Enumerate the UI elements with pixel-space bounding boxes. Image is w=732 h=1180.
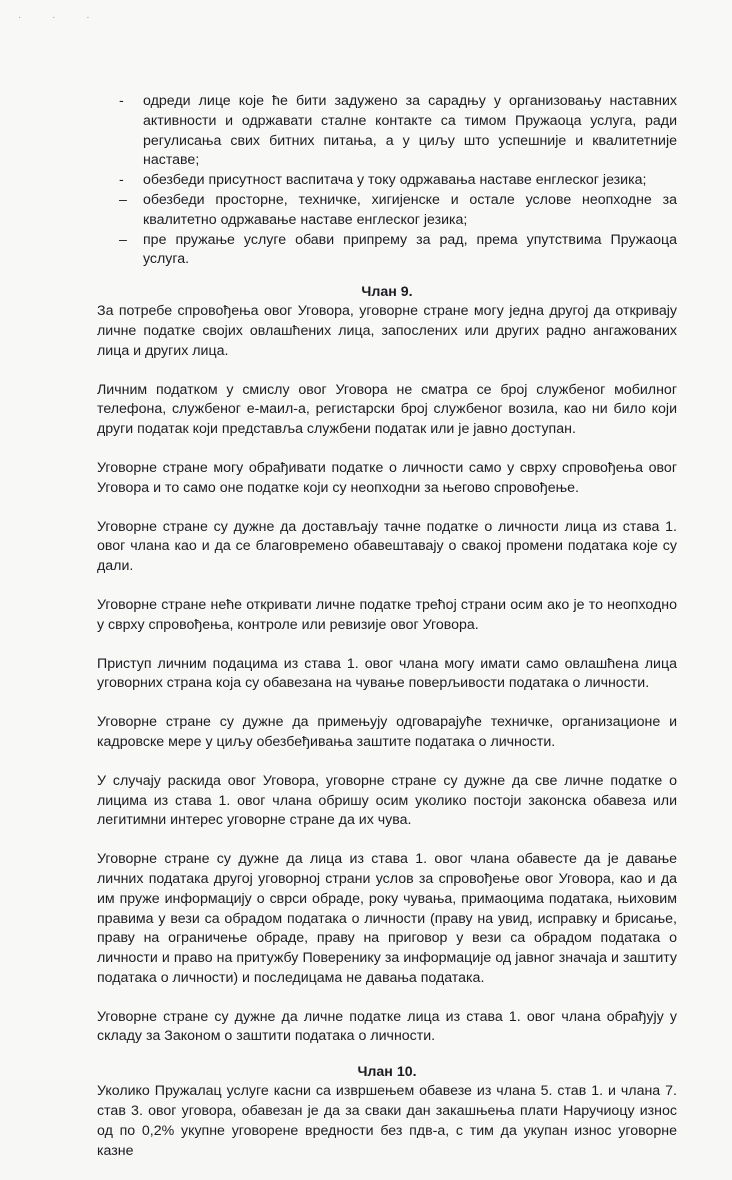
dash-marker: – <box>119 191 127 208</box>
list-item-text: обезбеди просторне, техничке, хигијенске и остале услове неопходне за квалитетно одржавање наставе енглеског језика; <box>143 191 677 228</box>
article-9-paragraph: Уговорне стране су дужне да примењују одговарајуће техничке, организационе и кадровске мере у циљу обезбеђивања заштите података о личности. <box>97 714 677 750</box>
article-9-paragraph: У случају раскида овог Уговора, уговорне стране су дужне да све личне податке о лицима из става 1. овог члана обришу осим уколико постоји законска обавеза или легитимни интерес уговорне стране да их чува. <box>97 772 677 829</box>
list-item <box>97 171 677 191</box>
list-item-text: одреди лице које ће бити задужено за сарадњу у организовању наставних активности и одржавати сталне контакте са тимом Пружаоца услуга, ради регулисања свих битних питања, а у циљу што успешније и квалитетније наставе; <box>143 93 677 169</box>
article-9-paragraph: Приступ личним подацима из става 1. овог члана могу имати само овлашћена лица уговорних страна која су обавезана на чување поверљивости података о личности. <box>97 655 677 692</box>
article-9-paragraph: За потребе спровођења овог Уговора, уговорне стране могу једна другој да откривају личне податке својих овлашћених лица, запослених или других радно ангажованих лица и других лица. <box>97 303 677 359</box>
list-item <box>97 231 677 271</box>
list-item <box>97 191 677 231</box>
scan-specks: · · · <box>18 12 104 23</box>
article-10-paragraph: Уколико Пружалац услуге касни са извршењем обавезе из члана 5. став 1. и члана 7. став 3. овог уговора, обавезан је да за сваки дан закашњења плати Наручиоцу износ од по 0,2% укупне уговорене вредности без пдв-а, с тим да укупан износ уговорне казне <box>97 1083 677 1159</box>
obligations-list <box>97 92 677 270</box>
list-item <box>97 92 677 171</box>
list-item-text: обезбеди присутност васпитача у току одржавања наставе енглеског језика; <box>143 172 647 189</box>
dash-marker: – <box>119 231 127 248</box>
article-9-paragraph: Уговорне стране су дужне да лица из става 1. овог члана обавесте да је давање личних података другој уговорној страни услов за спровођење овог Уговора, као и да им пруже информацију о сврси обраде, року чувања, примаоцима података, њиховим правима у вези са обрадом података о личности (праву на увид, исправку и брисање, праву на ограничење обраде, праву на приговор у вези са обрадом података о личности и право на притужбу Поверенику за информације од јавног значаја и заштиту података о личности) и последицама не давања података. <box>97 851 677 986</box>
article-9-paragraph: Уговорне стране су дужне да достављају тачне податке о личности лица из става 1. овог члана као и да се благовремено обавештавају о свакој промени података које су дали. <box>97 518 677 575</box>
dash-marker: - <box>119 172 124 189</box>
list-item-text: пре пружање услуге обави припрему за рад, према упутствима Пружаоца услуга. <box>143 231 677 268</box>
article-9-paragraph: Уговорне стране могу обрађивати податке о личности само у сврху спровођења овог Уговора и то само оне податке који су неопходни за његово спровођење. <box>97 459 677 496</box>
article-9-paragraph: Личним податком у смислу овог Уговора не сматра се број службеног мобилног телефона, службеног е-маил-а, регистарски број службеног возила, као ни било који други податак који представља службени податак или је јавно доступан. <box>97 381 677 438</box>
article-9-paragraph: Уговорне стране су дужне да личне податке лица из става 1. овог члана обрађују у складу за Законом о заштити података о личности. <box>97 1008 677 1045</box>
document-body <box>97 92 677 1180</box>
article-9-paragraph: Уговорне стране неће откривати личне податке трећој страни осим ако је то неопходно у сврху спровођења, контроле или ревизије овог Уговора. <box>97 596 677 633</box>
dash-marker: - <box>119 93 124 109</box>
article-10-heading: Члан 10. <box>357 1064 417 1081</box>
article-9-heading: Члан 9. <box>361 284 413 301</box>
